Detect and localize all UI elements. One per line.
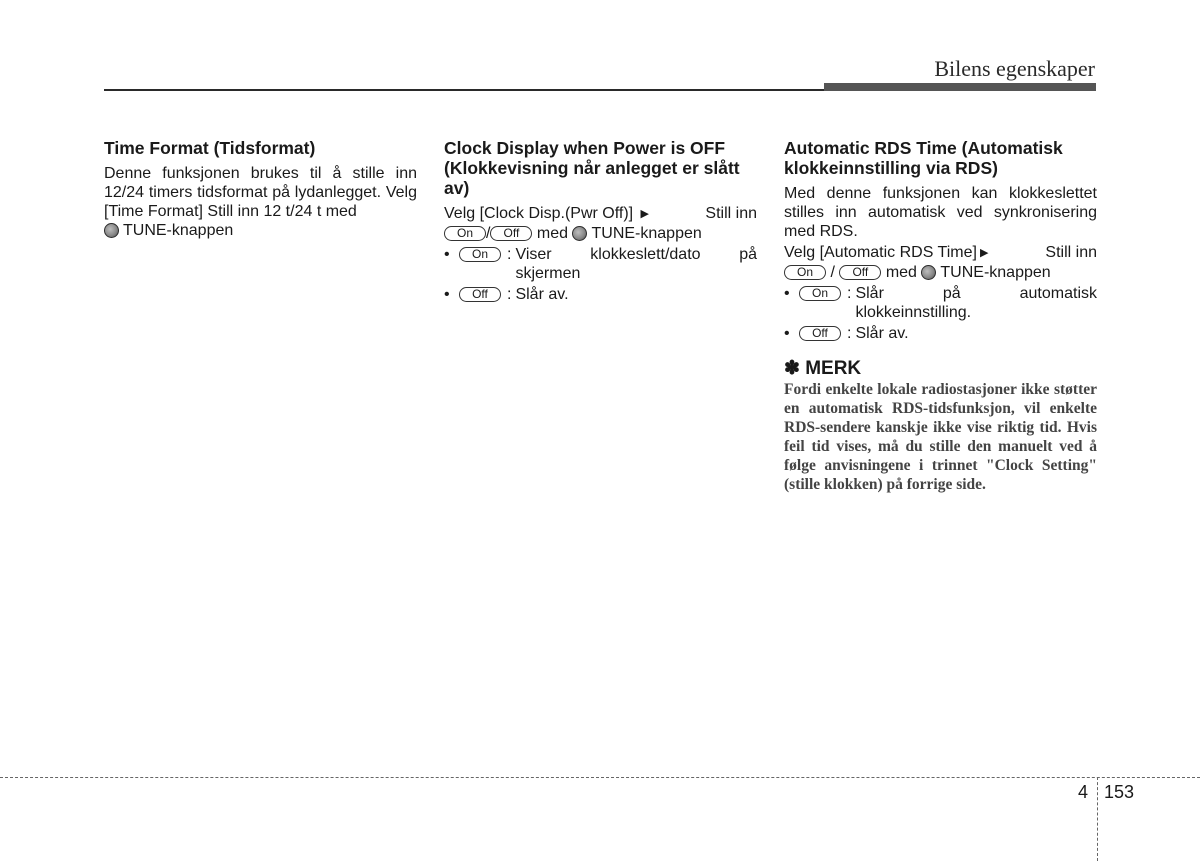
column-clock-display <box>444 138 757 304</box>
section-title: Bilens egenskaper <box>934 56 1095 81</box>
header-rule <box>104 89 824 91</box>
on-button-icon: On <box>459 247 501 262</box>
bullet-text: Viser klokkeslett/dato på skjermen <box>515 246 757 282</box>
clock-display-instructions <box>444 204 757 243</box>
tune-label: TUNE-knappen <box>940 264 1051 281</box>
column-time-format <box>104 138 417 240</box>
tune-knob-icon <box>921 265 936 280</box>
med-text: med <box>536 225 569 242</box>
off-button-icon: Off <box>490 226 532 241</box>
list-item: • Off : Slår av. <box>444 285 757 304</box>
time-format-body: Denne funksjonen brukes til å stille inn 12/24 timers tidsformat på lydanlegget. Velg [Time Format] Still inn 12 t/24 t med <box>104 165 417 220</box>
list-item: • On : Slår på automatisk klokkeinnstilling. <box>784 285 1097 321</box>
slash: / <box>486 225 491 242</box>
time-format-heading: Time Format (Tidsformat) <box>104 138 316 158</box>
on-button-icon: On <box>784 265 826 280</box>
header-rule-accent <box>824 83 1096 91</box>
rds-time-body: Med denne funksjonen kan klokkeslettet stilles inn automatisk ved synkronisering med RDS. <box>784 185 1097 240</box>
footer-divider <box>1097 777 1098 861</box>
right-triangle-arrow-icon: ▶ <box>640 208 650 220</box>
tune-label: TUNE-knappen <box>123 222 234 239</box>
note-body: Fordi enkelte lokale radiostasjoner ikke støtter en automatisk RDS-tidsfunksjon, vil enkelte RDS-sendere kanskje ikke vise riktig tid. Hvis feil tid vises, må du stille den manuelt ved å følge anvisningene i trinnet "Clock Setting" (stille klokken) på forrige side. <box>784 381 1097 493</box>
clock-display-intro: Velg [Clock Disp.(Pwr Off)] <box>444 205 634 222</box>
off-button-icon: Off <box>459 287 501 302</box>
bullet-text: Slår av. <box>855 325 909 342</box>
page-number: 153 <box>1104 782 1135 802</box>
rds-time-intro: Velg [Automatic RDS Time] <box>784 244 977 261</box>
rds-time-heading: Automatic RDS Time (Automatisk klokkeinnstilling via RDS) <box>784 138 1063 178</box>
slash: / <box>830 264 835 281</box>
list-item: • Off : Slår av. <box>784 324 1097 343</box>
list-item: • On : Viser klokkeslett/dato på skjermen <box>444 246 757 282</box>
bullet-dot: • <box>784 285 790 302</box>
note-heading: ✽ MERK <box>784 358 862 379</box>
time-format-text <box>104 164 417 240</box>
right-triangle-arrow-icon: ▶ <box>979 247 989 259</box>
off-button-icon: Off <box>839 265 881 280</box>
column-rds-time <box>784 138 1097 494</box>
rds-time-instructions <box>784 243 1097 282</box>
tune-knob-icon <box>572 226 587 241</box>
bullet-text: Slår av. <box>515 286 569 303</box>
still-inn-text: Still inn <box>1045 244 1097 261</box>
chapter-number: 4 <box>1078 782 1089 802</box>
still-inn-text: Still inn <box>705 205 757 222</box>
bullet-dot: • <box>784 325 790 342</box>
bullet-dot: • <box>444 286 450 303</box>
med-text: med <box>885 264 917 281</box>
clock-display-heading: Clock Display when Power is OFF (Klokkevisning når anlegget er slått av) <box>444 138 740 198</box>
off-button-icon: Off <box>799 326 841 341</box>
footer-rule <box>0 777 1200 778</box>
on-button-icon: On <box>444 226 486 241</box>
tune-knob-icon <box>104 223 119 238</box>
bullet-text: Slår på automatisk klokkeinnstilling. <box>855 285 1097 321</box>
tune-label: TUNE-knappen <box>591 225 702 242</box>
on-button-icon: On <box>799 286 841 301</box>
bullet-dot: • <box>444 246 450 263</box>
